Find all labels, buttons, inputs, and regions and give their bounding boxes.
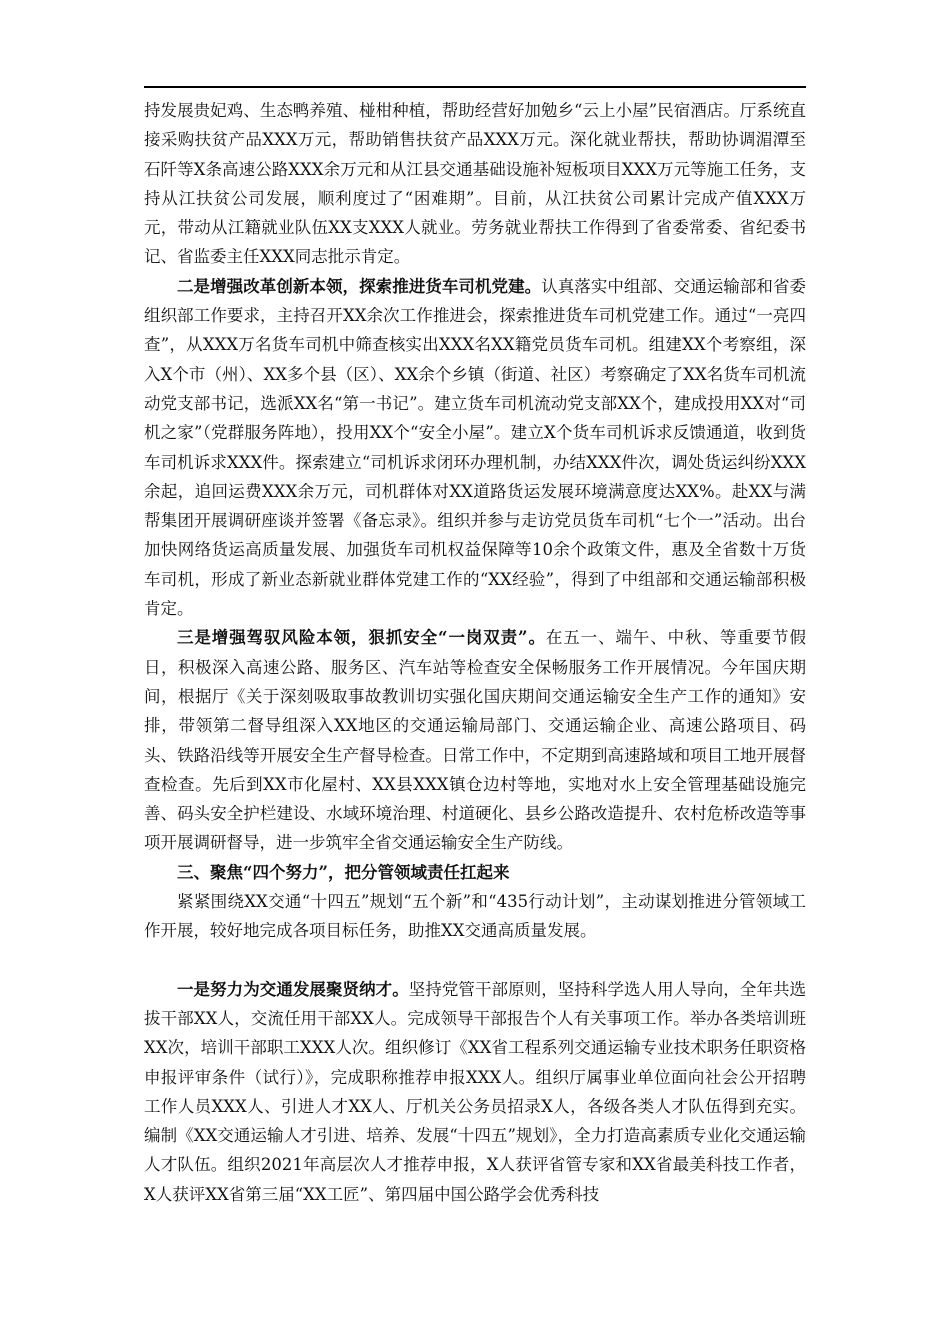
header-rule: [144, 86, 806, 88]
document-body: [144, 96, 806, 1209]
paragraph-section-intro: 紧紧围绕XX交通“十四五”规划“五个新”和“435行动计划”，主动谋划推进分管领域工作开展，较好地完成各项目标任务，助推XX交通高质量发展。: [144, 892, 806, 941]
paragraph-continuation: 持发展贵妃鸡、生态鸭养殖、椪柑种植，帮助经营好加勉乡“云上小屋”民宿酒店。厅系统直接采购扶贫产品XXX万元，帮助销售扶贫产品XXX万元。深化就业帮扶，帮助协调湄潭至石阡等X条高速公路XXX余万元和从江县交通基础设施补短板项目XXX万元等施工任务，支持从江扶贫公司发展，顺利度过了“困难期”。目前，从江扶贫公司累计完成产值XXX万元，带动从江籍就业队伍XX支XXX人就业。劳务就业帮扶工作得到了省委常委、省纪委书记、省监委主任XXX同志批示肯定。: [144, 101, 806, 267]
paragraph-gap: [144, 946, 806, 975]
paragraph-risk-control: [144, 623, 806, 857]
paragraph-text: 坚持党管干部原则，坚持科学选人用人导向，全年共选拔干部XX人，交流任用干部XX人。完成领导干部报告个人有关事项工作。举办各类培训班XX次，培训干部职工XXX人次。组织修订《XX省工程系列交通运输专业技术职务任职资格申报评审条件（试行）》，完成职称推荐申报XXX人。组织厅属事业单位面向社会公开招聘工作人员XXX人、引进人才XX人、厅机关公务员招录X人，各级各类人才队伍得到充实。编制《XX交通运输人才引进、培养、发展“十四五”规划》，全力打造高素质专业化交通运输人才队伍。组织2021年高层次人才推荐申报，X人获评省管专家和XX省最美科技工作者，X人获评XX省第三届“XX工匠”、第四届中国公路学会优秀科技: [144, 979, 807, 1204]
paragraph-talent: [144, 975, 806, 1209]
paragraph-lead: 二是增强改革创新本领，探索推进货车司机党建。: [177, 276, 542, 296]
paragraph-text: 在五一、端午、中秋、等重要节假日，积极深入高速公路、服务区、汽车站等检查安全保畅服务工作开展情况。今年国庆期间，根据厅《关于深刻吸取事故教训切实强化国庆期间交通运输安全生产工作的通知》安排，带领第二督导组深入XX地区的交通运输局部门、交通运输企业、高速公路项目、码头、铁路沿线等开展安全生产督导检查。日常工作中，不定期到高速路域和项目工地开展督查检查。先后到XX市化屋村、XX县XXX镇仓边村等地，实地对水上安全管理基础设施完善、码头安全护栏建设、水域环境治理、村道硬化、县乡公路改造提升、农村危桥改造等事项开展调研督导，进一步筑牢全省交通运输安全生产防线。: [144, 628, 807, 853]
paragraph-text: 认真落实中组部、交通运输部和省委组织部工作要求，主持召开XX余次工作推进会，探索推进货车司机党建工作。通过“一亮四查”，从XXX万名货车司机中筛查核实出XXX名XX籍党员货车司机。组建XX个考察组，深入X个市（州）、XX多个县（区）、XX余个乡镇（街道、社区）考察确定了XX名货车司机流动党支部书记，选派XX名“第一书记”。建立货车司机流动党支部XX个，建成投用XX对“司机之家”（党群服务阵地），投用XX个“安全小屋”。建立X个货车司机诉求反馈通道，收到货车司机诉求XXX件。探索建立“司机诉求闭环办理机制，办结XXX件次，调处货运纠纷XXX余起，追回运费XXX余万元，司机群体对XX道路货运发展环境满意度达XX%。赴XX与满帮集团开展调研座谈并签署《备忘录》。组织并参与走访党员货车司机“七个一”活动。出台加快网络货运高质量发展、加强货车司机权益保障等10余个政策文件，惠及全省数十万货车司机，形成了新业态新就业群体党建工作的“XX经验”，得到了中组部和交通运输部积极肯定。: [144, 276, 807, 619]
paragraph-lead: 一是努力为交通发展聚贤纳才。: [177, 979, 409, 999]
paragraph-lead: 三是增强驾驭风险本领，狠抓安全“一岗双责”。: [177, 628, 546, 648]
section-heading: 三、聚焦“四个努力”，把分管领域责任扛起来: [177, 862, 510, 882]
paragraph-reform-innovation: [144, 272, 806, 624]
